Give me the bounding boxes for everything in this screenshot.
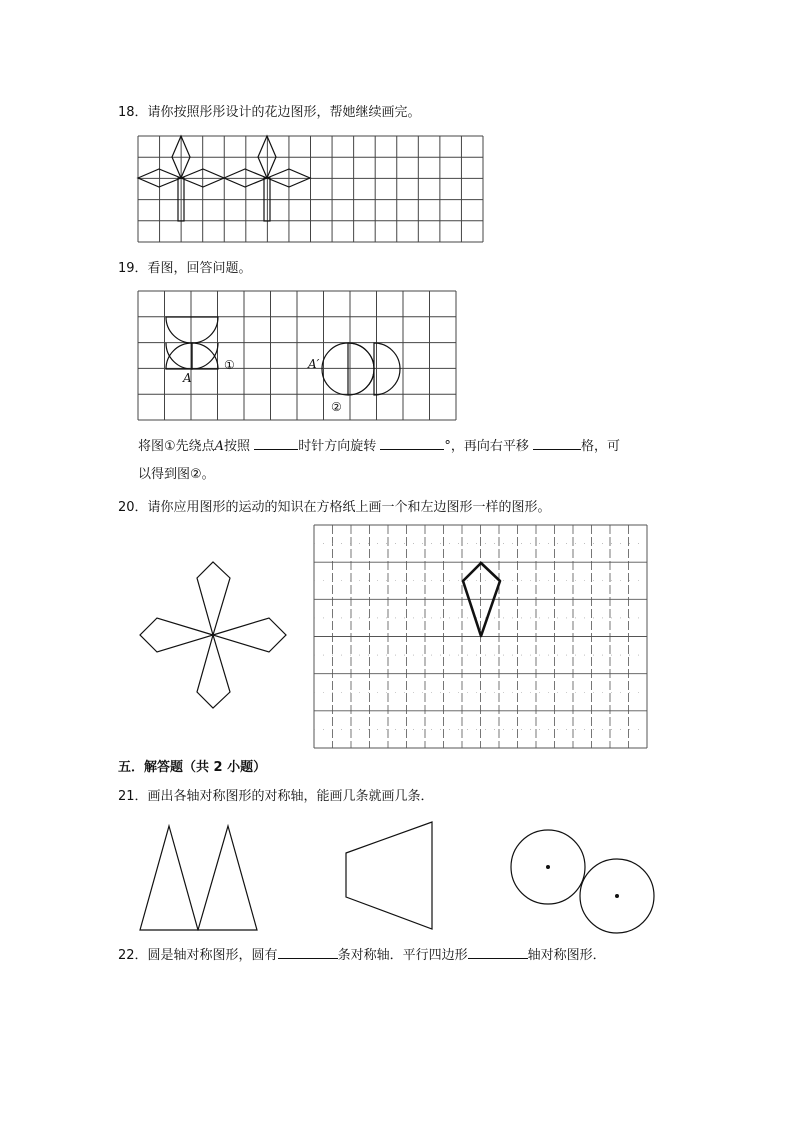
q19-fig2-arc-mid — [348, 343, 374, 395]
q21-number: 21． — [118, 789, 148, 804]
q21-circle-right-center — [615, 894, 619, 898]
q19-label-A: A — [183, 371, 192, 385]
q22-part-a: 圆是轴对称图形，圆有 — [147, 948, 278, 963]
q22-blank-parallelogram[interactable] — [468, 946, 528, 959]
q19-fig2-semicircle — [374, 343, 400, 395]
q21-text — [118, 788, 434, 806]
q18-text — [118, 104, 421, 122]
q19-line1-part-c: 按照 — [224, 439, 251, 454]
q19-grid-figure — [138, 291, 458, 421]
q19-label-A-prime: A′ — [308, 357, 320, 371]
q19-line1-part-a: 将图①先绕点 — [138, 439, 215, 454]
q21-twin-triangles — [140, 826, 260, 934]
q19-answer-line-1 — [138, 437, 620, 456]
q19-line2: 以得到图②。 — [138, 467, 215, 482]
q18-grid — [138, 136, 483, 242]
q20-kite-up — [197, 562, 230, 635]
q19-label-1: ① — [224, 358, 235, 372]
q20-text — [118, 499, 551, 517]
q22-part-b: 条对称轴．平行四边形 — [337, 948, 468, 963]
q19-label-2: ② — [331, 400, 342, 414]
q20-kite-left — [140, 618, 213, 652]
q22-number: 22． — [118, 948, 148, 963]
q20-kite-right — [213, 618, 286, 652]
q21-triangle-right — [198, 826, 257, 930]
q18-grid-figure — [138, 136, 484, 244]
q19-figure-2 — [322, 343, 400, 395]
q19-fig2-arc-bottom — [322, 369, 348, 395]
q19-fig1-semicircle — [166, 317, 218, 343]
q20-prompt: 请你应用图形的运动的知识在方格纸上画一个和左边图形一样的图形。 — [147, 500, 551, 515]
q19-answer-line-2 — [138, 466, 215, 484]
q18-prompt: 请你按照彤彤设计的花边图形，帮她继续画完。 — [147, 105, 421, 120]
q21-trapezoid-shape — [346, 822, 432, 929]
q19-prompt: 看图，回答问题。 — [147, 261, 252, 276]
q21-two-circles — [508, 826, 658, 936]
q22-text — [118, 946, 606, 965]
q19-fig2-arc-top — [322, 343, 348, 369]
q22-part-c: 轴对称图形． — [527, 948, 606, 963]
q20-kite-down — [197, 635, 230, 708]
q19-text — [118, 260, 252, 278]
q18-number: 18． — [118, 105, 148, 120]
q19-grid — [138, 291, 456, 420]
q19-line1-part-f: 格，可 — [581, 439, 621, 454]
q19-fig2-arc-right — [348, 343, 374, 369]
q20-number: 20． — [118, 500, 148, 515]
q21-triangle-left — [140, 826, 198, 930]
q21-trapezoid — [344, 820, 436, 932]
q19-fig2-arc-right-bottom — [348, 369, 374, 395]
q19-blank-squares[interactable] — [533, 437, 581, 450]
q22-blank-axes[interactable] — [278, 946, 338, 959]
q19-blank-angle[interactable] — [380, 437, 444, 450]
q19-blank-direction[interactable] — [254, 437, 298, 450]
q20-dot-grid — [314, 525, 648, 749]
q20-cross-figure — [138, 560, 290, 712]
section5-title: 五．解答题（共 2 小题） — [118, 760, 267, 775]
q19-line1-part-d: 时针方向旋转 — [298, 439, 377, 454]
q19-number: 19． — [118, 261, 148, 276]
q21-circle-left-center — [546, 865, 550, 869]
q19-line1-point: A — [214, 439, 225, 454]
q19-line1-part-e: °，再向右平移 — [444, 439, 529, 454]
q21-prompt: 画出各轴对称图形的对称轴，能画几条就画几条． — [147, 789, 434, 804]
